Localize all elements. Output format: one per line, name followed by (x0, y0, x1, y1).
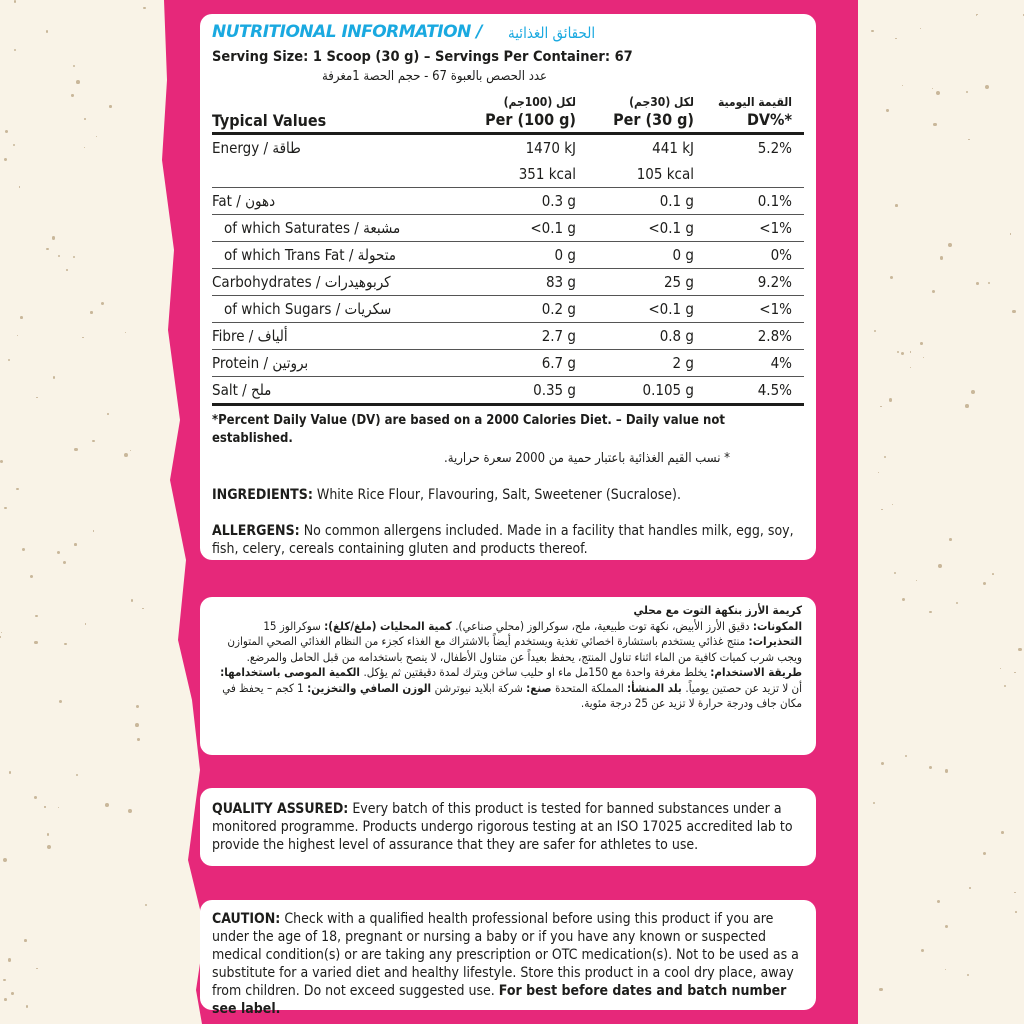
arabic-usage-text: يخلط مغرفة واحدة مع 150مل ماء او حليب ساخن ويترك لمدة دقيقتين ثم يؤكل. (363, 665, 711, 679)
header-per-100-ar: لكل (100جم) (503, 95, 576, 109)
speckle-dot (71, 94, 73, 96)
row-dv: 4.5% (757, 381, 792, 399)
row-per100: 0.2 g (541, 300, 576, 318)
speckle-dot (46, 30, 49, 33)
row-per30: 441 kJ (652, 139, 694, 157)
speckle-dot (58, 255, 60, 257)
speckle-dot (969, 887, 971, 889)
speckle-dot (965, 404, 969, 408)
speckle-dot (73, 65, 75, 67)
speckle-dot (130, 450, 131, 451)
footnote-ar: * نسب القيم الغذائية باعتبار حمية من 2000 سعرة حرارية. (444, 451, 731, 466)
speckle-dot (84, 118, 86, 120)
ingredients (212, 486, 804, 504)
arabic-origin-text: المملكة المتحدة (555, 680, 627, 695)
speckle-dot (63, 561, 66, 564)
speckle-dot (76, 774, 79, 777)
row-per100: 0 g (554, 246, 576, 264)
nutrition-card (200, 14, 816, 560)
speckle-dot (128, 809, 132, 813)
arabic-warnings-label: التحذيرات: (748, 634, 802, 648)
row-label: Energy / طاقة (212, 139, 301, 157)
row-per100: 6.7 g (541, 354, 576, 372)
row-per100: 2.7 g (541, 327, 576, 345)
speckle-dot (46, 248, 49, 251)
row-per100: 83 g (545, 273, 576, 291)
speckle-dot (4, 507, 6, 509)
speckle-dot (929, 611, 931, 613)
speckle-dot (884, 456, 886, 458)
row-dv: 0% (770, 246, 792, 264)
speckle-dot (889, 398, 892, 401)
speckle-dot (890, 276, 893, 279)
arabic-maker-text: شركة ابلايد نيوترشن (434, 680, 527, 695)
speckle-dot (940, 256, 943, 259)
table-header (212, 86, 804, 135)
allergens-label: ALLERGENS: (212, 523, 300, 539)
row-per30: 0 g (672, 246, 694, 264)
arabic-dose-text: أن لا تزيد عن حصتين يومياً. (685, 680, 802, 695)
speckle-dot (136, 705, 140, 709)
speckle-dot (910, 351, 912, 353)
speckle-dot (101, 302, 104, 305)
speckle-dot (64, 643, 66, 645)
header-dv-en: DV%* (746, 110, 792, 129)
arabic-usage-label: طريقة الاستخدام: (710, 665, 802, 679)
allergens-text: No common allergens included. Made in a facility that handles milk, egg, soy, fish, celery, cereals containing gluten and products thereof. (212, 523, 794, 557)
speckle-dot (920, 342, 923, 345)
nutrition-title-en: NUTRITIONAL INFORMATION / (212, 22, 482, 42)
speckle-dot (1014, 672, 1015, 673)
speckle-dot (937, 900, 940, 903)
speckle-dot (936, 91, 940, 95)
speckle-dot (59, 700, 62, 703)
arabic-sweetener-label: كمية المحليات (ملغ/كلغ): (324, 618, 456, 633)
speckle-dot (58, 807, 60, 809)
speckle-dot (34, 641, 38, 645)
speckle-dot (34, 796, 37, 799)
speckle-dot (9, 771, 11, 773)
arabic-warnings-text: منتج غذائي يستخدم باستشارة اخصائي تغذية ويستخدم أيضاً بالاشتراك مع الغذاء كجزء من النظام الغذائي الصحي المتوازن ويجب شرب كميات كافية من الماء اثناء تناول المنتج، يحفظ بعيداً عن متناول الأطفال، لا ينصح باستخدامه من قبل الحامل والمرضع. (227, 634, 802, 664)
speckle-dot (1000, 668, 1001, 669)
speckle-dot (143, 7, 145, 9)
speckle-dot (3, 979, 6, 982)
row-dv: 4% (770, 354, 792, 372)
row-label: of which Sugars / سكريات (224, 300, 392, 318)
speckle-dot (895, 38, 896, 39)
speckle-dot (109, 105, 111, 107)
row-label: Fibre / ألياف (212, 327, 288, 345)
speckle-dot (892, 504, 893, 505)
speckle-dot (895, 204, 898, 207)
row-dv: 0.1% (757, 192, 792, 210)
table-row (212, 215, 804, 242)
table-row (212, 135, 804, 188)
arabic-info-text (214, 619, 802, 712)
speckle-dot (92, 440, 94, 442)
speckle-dot (44, 806, 45, 807)
speckle-dot (1014, 892, 1016, 894)
row-per100: 1470 kJ (525, 139, 576, 157)
speckle-dot (5, 130, 8, 133)
speckle-dot (983, 852, 986, 855)
row-label: of which Saturates / مشبعة (224, 219, 401, 237)
row-per30: <0.1 g (648, 219, 694, 237)
ingredients-text: White Rice Flour, Flavouring, Salt, Sweetener (Sucralose). (312, 487, 681, 503)
speckle-dot (1001, 831, 1004, 834)
speckle-dot (13, 144, 15, 146)
arabic-weight-label: الوزن الصافي والتخزين: (307, 680, 435, 695)
speckle-dot (873, 802, 875, 804)
arabic-weight-text: 1 كجم – يحفظ في مكان جاف ودرجة حرارة لا تزيد عن 25 درجة مئوية. (222, 680, 802, 710)
speckle-dot (945, 969, 946, 970)
speckle-dot (988, 282, 990, 284)
speckle-dot (124, 453, 128, 457)
speckle-dot (14, 0, 16, 2)
speckle-dot (985, 85, 989, 89)
header-per-30-en: Per (30 g) (613, 110, 694, 129)
speckle-dot (142, 608, 143, 609)
speckle-dot (983, 582, 987, 586)
speckle-dot (3, 858, 7, 862)
row-per30: 2 g (672, 354, 694, 372)
speckle-dot (967, 974, 969, 976)
row-per30: <0.1 g (648, 300, 694, 318)
arabic-dose-label: الكمية الموصى باستخدامها: (220, 665, 364, 679)
speckle-dot (17, 335, 18, 336)
arabic-info-card (200, 597, 816, 755)
speckle-dot (19, 186, 21, 188)
header-typical-values: Typical Values (212, 111, 327, 130)
row-dv: <1% (759, 219, 792, 237)
speckle-dot (96, 136, 97, 137)
speckle-dot (976, 15, 977, 16)
speckle-dot (82, 337, 83, 338)
table-row (212, 323, 804, 350)
row-per100: 0.35 g (533, 381, 576, 399)
speckle-dot (920, 28, 921, 29)
speckle-dot (1023, 14, 1024, 15)
speckle-dot (16, 488, 18, 490)
serving-info-en: Serving Size: 1 Scoop (30 g) – Servings Per Container: 67 (212, 49, 633, 65)
row-per30-kcal: 105 kcal (636, 165, 694, 183)
table-row (212, 269, 804, 296)
row-per100: <0.1 g (530, 219, 576, 237)
speckle-dot (966, 91, 968, 93)
speckle-dot (956, 602, 958, 604)
speckle-dot (125, 332, 126, 333)
speckle-dot (880, 406, 882, 408)
quality-text: Every batch of this product is tested for banned substances under a monitored programme. Products undergo rigorous testing at an ISO 17025 accredited lab to provide the highest level of assurance that they are safer for athletes to use. (212, 801, 793, 853)
speckle-dot (0, 636, 1, 637)
table-row (212, 188, 804, 215)
nutrition-title-ar: الحقائق الغذائية (508, 24, 596, 42)
header-per-30-ar: لكل (30جم) (629, 95, 694, 109)
speckle-dot (881, 762, 884, 765)
speckle-dot (897, 351, 899, 353)
speckle-dot (901, 352, 904, 355)
speckle-dot (20, 316, 23, 319)
speckle-dot (976, 282, 979, 285)
table-row (212, 296, 804, 323)
speckle-dot (874, 330, 876, 332)
speckle-dot (968, 139, 970, 141)
speckle-dot (76, 80, 80, 84)
speckle-dot (916, 580, 917, 581)
nutrition-rows (212, 135, 804, 406)
speckle-dot (11, 992, 14, 995)
speckle-dot (1004, 685, 1006, 687)
speckle-dot (886, 109, 888, 111)
speckle-dot (910, 367, 911, 368)
quality-card (200, 788, 816, 866)
speckle-dot (905, 755, 907, 757)
speckle-dot (57, 551, 61, 555)
speckle-dot (921, 949, 924, 952)
speckle-dot (4, 158, 7, 161)
speckle-dot (93, 530, 95, 532)
speckle-dot (137, 738, 140, 741)
speckle-dot (945, 925, 948, 928)
speckle-dot (74, 448, 78, 452)
caution-text: Check with a qualified health professional before using this product if you are under the age of 18, pregnant or nursing a baby or if you have any known or suspected medical condition(s) or are taking any prescription or OTC medication(s). Not to be used as a substitute for a varied diet and healthy lifestyle. Store this product in a cool dry place, away from children. Do not exceed suggested use. (212, 911, 799, 999)
speckle-dot (24, 939, 27, 942)
table-row (212, 350, 804, 377)
arabic-ingredients-label: المكونات: (752, 618, 802, 633)
speckle-dot (47, 833, 49, 835)
speckle-dot (14, 49, 16, 51)
speckle-dot (26, 1005, 28, 1007)
speckle-dot (8, 958, 12, 962)
speckle-dot (945, 769, 949, 773)
quality-label: QUALITY ASSURED: (212, 801, 349, 817)
speckle-dot (902, 598, 905, 601)
row-dv: <1% (759, 300, 792, 318)
speckle-dot (1012, 310, 1016, 314)
speckle-dot (105, 803, 109, 807)
row-per100: 0.3 g (541, 192, 576, 210)
speckle-dot (949, 538, 952, 541)
row-per100-kcal: 351 kcal (518, 165, 576, 183)
speckle-dot (36, 397, 38, 399)
speckle-dot (1, 632, 2, 633)
table-row (212, 377, 804, 406)
header-per-100 (485, 94, 576, 130)
speckle-dot (131, 599, 133, 601)
header-dv-ar: القيمة اليومية (717, 95, 792, 109)
speckle-dot (47, 845, 51, 849)
speckle-dot (932, 290, 935, 293)
header-per-30 (613, 94, 694, 130)
nutrition-heading (212, 20, 804, 46)
speckle-dot (881, 509, 883, 511)
row-dv: 2.8% (757, 327, 792, 345)
arabic-product-title: كريمة الأرز بنكهة التوت مع محلي (633, 603, 802, 617)
row-label: of which Trans Fat / متحولة (224, 246, 396, 264)
speckle-dot (1010, 233, 1012, 235)
speckle-dot (902, 85, 903, 86)
speckle-dot (53, 376, 55, 378)
allergens (212, 522, 804, 558)
arabic-origin-label: بلد المنشأ: (627, 680, 686, 695)
speckle-dot (22, 548, 25, 551)
speckle-dot (36, 968, 38, 970)
speckle-dot (0, 460, 3, 463)
arabic-sweetener-text: سوكرالوز 15 (263, 618, 325, 633)
arabic-maker-label: صنع: (526, 680, 556, 695)
speckle-dot (894, 572, 896, 574)
speckle-dot (66, 269, 68, 271)
row-label: Salt / ملح (212, 381, 272, 399)
speckle-dot (107, 413, 109, 415)
row-per30: 25 g (663, 273, 694, 291)
row-per30: 0.8 g (659, 327, 694, 345)
speckle-dot (932, 88, 934, 90)
caution-card (200, 900, 816, 1017)
speckle-dot (30, 575, 33, 578)
row-dv: 5.2% (757, 139, 792, 157)
speckle-dot (871, 30, 874, 33)
speckle-dot (933, 123, 937, 127)
speckle-dot (135, 723, 139, 727)
speckle-dot (938, 564, 942, 568)
speckle-dot (35, 615, 37, 617)
speckle-dot (52, 236, 55, 239)
row-dv: 9.2% (757, 273, 792, 291)
row-per30: 0.105 g (642, 381, 694, 399)
speckle-dot (1015, 911, 1017, 913)
row-label: Protein / بروتين (212, 354, 309, 372)
caution-label: CAUTION: (212, 911, 281, 927)
speckle-dot (73, 256, 75, 258)
speckle-dot (145, 904, 147, 906)
row-per30: 0.1 g (659, 192, 694, 210)
speckle-dot (85, 623, 86, 624)
speckle-dot (84, 147, 85, 148)
speckle-dot (74, 543, 77, 546)
caution-bold-end: For best before dates and batch number see label. (212, 983, 787, 1017)
speckle-dot (878, 472, 879, 473)
header-per-100-en: Per (100 g) (485, 110, 576, 129)
row-label: Carbohydrates / كربوهيدرات (212, 273, 391, 291)
speckle-dot (1018, 648, 1021, 651)
speckle-dot (948, 243, 952, 247)
speckle-dot (971, 390, 975, 394)
footnote-en: *Percent Daily Value (DV) are based on a 2000 Calories Diet. – Daily value not established. (212, 413, 725, 446)
ingredients-label: INGREDIENTS: (212, 487, 313, 503)
speckle-dot (4, 998, 7, 1001)
speckle-dot (929, 766, 932, 769)
speckle-dot (90, 311, 92, 313)
row-label: Fat / دهون (212, 192, 276, 210)
arabic-ingredients-text: دقيق الأرز الأبيض، نكهة توت طبيعية، ملح، سوكرالوز (محلي صناعي). (455, 618, 753, 633)
serving-info-ar: عدد الحصص بالعبوة 67 - حجم الحصة 1مغرفة (322, 69, 548, 84)
speckle-dot (992, 573, 994, 575)
speckle-dot (8, 359, 10, 361)
speckle-dot (879, 988, 883, 992)
speckle-dot (923, 357, 924, 358)
table-row (212, 242, 804, 269)
header-dv (718, 94, 792, 130)
